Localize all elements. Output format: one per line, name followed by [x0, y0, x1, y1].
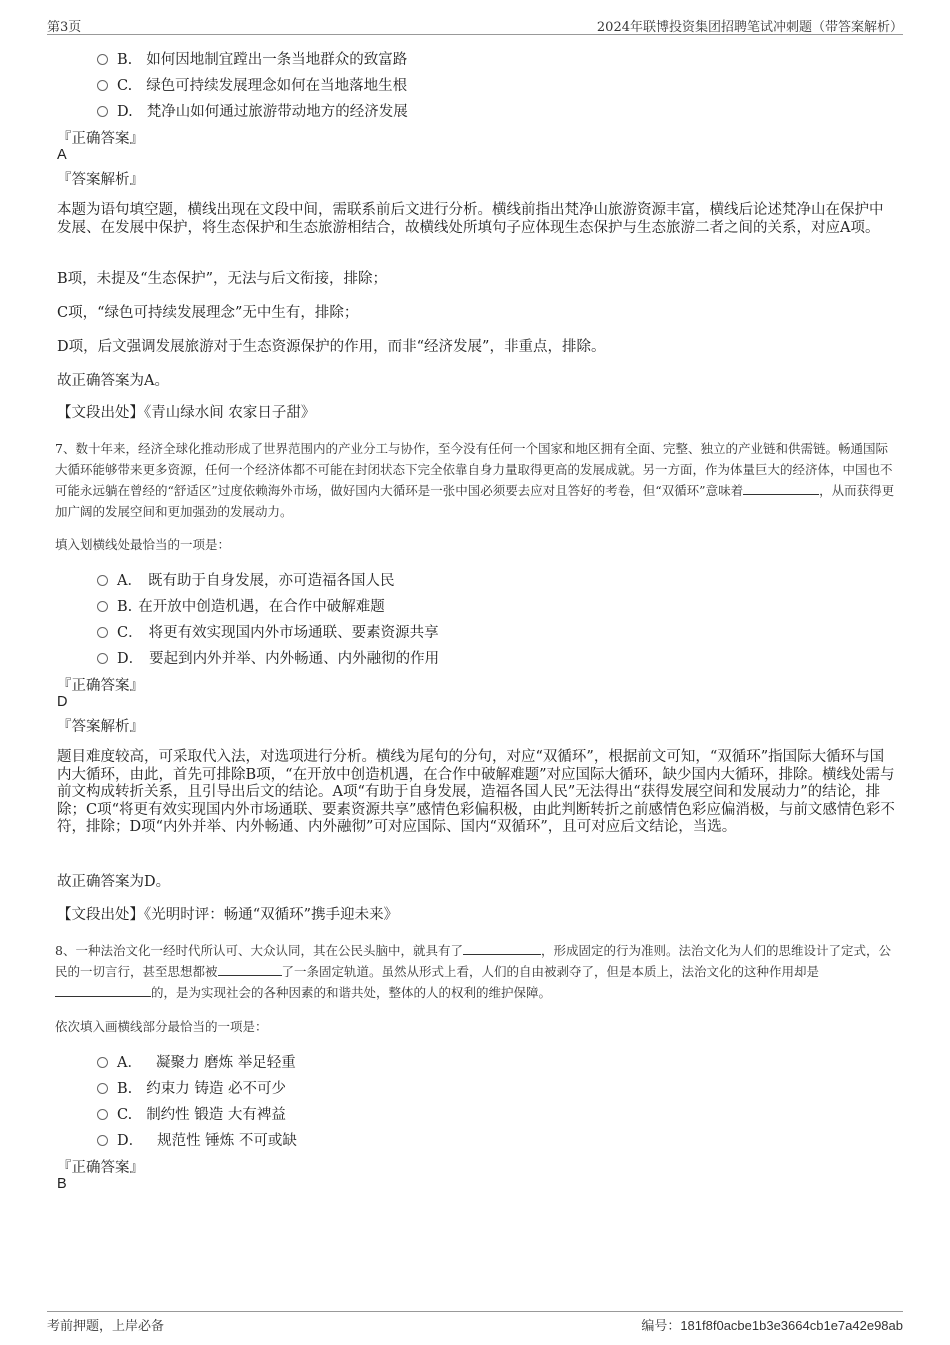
q7-answer-label: 『正确答案』 — [57, 678, 144, 694]
q7-option-d[interactable]: D． 要起到内外并举、内外畅通、内外融彻的作用 — [97, 647, 439, 668]
q6-analysis-p2: B项，未提及“生态保护”，无法与后文衔接，排除； — [57, 271, 387, 287]
footer-code: 编号：181f8f0acbe1b3e3664cb1e7a42e98ab — [641, 1318, 903, 1334]
radio-icon[interactable] — [97, 575, 108, 586]
q6-option-b[interactable]: B. 如何因地制宜蹚出一条当地群众的致富路 — [97, 48, 407, 69]
q8-answer-label: 『正确答案』 — [57, 1160, 144, 1176]
fill-blank — [463, 941, 541, 955]
q6-answer: A — [57, 147, 67, 163]
q6-analysis-label: 『答案解析』 — [57, 172, 144, 188]
radio-icon[interactable] — [97, 1109, 108, 1120]
page-header — [47, 14, 903, 35]
q6-option-c[interactable]: C. 绿色可持续发展理念如何在当地落地生根 — [97, 74, 407, 95]
q7-question-text: 7、数十年来，经济全球化推动形成了世界范围内的产业分工与协作，至今没有任何一个国家和地区拥有全面、完整、独立的产业链和供需链。畅通国际大循环能够带来更多资源，任何一个经济体都不可能在封闭状态下完全依靠自身力量取得更高的发展成就。另一方面，作为体量巨大的经济体，中国也不可能永远躺在曾经的“舒适区”过度依赖海外市场，做好国内大循环是一张中国必须要去应对且答好的考卷，但“双循环”意味着 ，从而获得更加广阔的发展空间和更加强劲的发展动力。 — [55, 441, 895, 519]
q6-answer-label: 『正确答案』 — [57, 131, 144, 147]
radio-icon[interactable] — [97, 627, 108, 638]
q6-analysis-p1: 本题为语句填空题，横线出现在文段中间，需联系前后文进行分析。横线前指出梵净山旅游资源丰富，横线后论述梵净山在保护中发展、在发展中保护，将生态保护和生态旅游相结合，故横线处所填句子应体现生态保护与生态旅游二者之间的关系，对应A项。 — [57, 202, 884, 236]
page-number: 第3页 — [47, 20, 82, 35]
q8-option-d[interactable]: D． 规范性 锤炼 不可或缺 — [97, 1129, 297, 1150]
q7-source: 【文段出处】《光明时评：畅通“双循环”携手迎未来》 — [57, 907, 399, 923]
q8-answer: B — [57, 1176, 67, 1192]
q7-option-b[interactable]: B. 在开放中创造机遇，在合作中破解难题 — [97, 595, 385, 616]
fill-blank — [55, 983, 151, 997]
q7-option-a[interactable]: A． 既有助于自身发展，亦可造福各国人民 — [97, 569, 394, 590]
radio-icon[interactable] — [97, 1135, 108, 1146]
radio-icon[interactable] — [97, 106, 108, 117]
q8-option-b[interactable]: B. 约束力 铸造 必不可少 — [97, 1077, 286, 1098]
q7-analysis-p1: 题目难度较高，可采取代入法，对选项进行分析。横线为尾句的分句，对应“双循环”，根据前文可知，“双循环”指国际大循环与国内大循环，由此，首先可排除B项，“在开放中创造机遇，在合作中破解难题”对应国际大循环，缺少国内大循环，排除。横线处需与前文构成转折关系，且引导出后文的结论。A项“有助于自身发展，造福各国人民”无法得出“获得发展空间和发展动力”的结论，排除；C项“将更有效实现国内外市场通联、要素资源共享”感情色彩偏积极，由此判断转折之前感情色彩应偏消极，与前文感情色彩不符，排除；D项“内外并举、内外畅通、内外融彻”可对应国际、国内“双循环”，且可对应后文结论，当选。 — [57, 749, 895, 835]
radio-icon[interactable] — [97, 601, 108, 612]
q8-option-c[interactable]: C. 制约性 锻造 大有裨益 — [97, 1103, 286, 1124]
radio-icon[interactable] — [97, 653, 108, 664]
q7-prompt: 填入划横线处最恰当的一项是： — [55, 537, 231, 552]
q6-analysis-p5: 故正确答案为A。 — [57, 373, 169, 389]
document-title: 2024年联博投资集团招聘笔试冲刺题（带答案解析） — [596, 20, 903, 35]
footer-slogan: 考前押题，上岸必备 — [47, 1319, 165, 1334]
q7-answer: D — [57, 694, 68, 710]
q8-option-a[interactable]: A． 凝聚力 磨炼 举足轻重 — [97, 1051, 296, 1072]
q7-analysis-label: 『答案解析』 — [57, 719, 144, 735]
q6-analysis-p3: C项，“绿色可持续发展理念”无中生有，排除； — [57, 305, 359, 321]
radio-icon[interactable] — [97, 1057, 108, 1068]
page-footer — [47, 1311, 903, 1336]
q8-question-text: 8、一种法治文化一经时代所认可、大众认同，其在公民头脑中，就具有了 ，形成固定的行为准则。法治文化为人们的思维设计了定式，公民的一切言行，甚至思想都被 了一条固定轨道。虽然从形式上看，人们的自由被剥夺了，但是本质上，法治文化的这种作用却是的，是为实现社会的各种因素的和谐共处，整体的人的权利的维护保障。 — [55, 943, 891, 1000]
q6-source: 【文段出处】《青山绿水间 农家日子甜》 — [57, 405, 316, 421]
q7-analysis-p2: 故正确答案为D。 — [57, 874, 171, 890]
q7-option-c[interactable]: C． 将更有效实现国内外市场通联、要素资源共享 — [97, 621, 439, 642]
q8-prompt: 依次填入画横线部分最恰当的一项是： — [55, 1019, 268, 1034]
radio-icon[interactable] — [97, 80, 108, 91]
q6-option-d[interactable]: D. 梵净山如何通过旅游带动地方的经济发展 — [97, 100, 408, 121]
radio-icon[interactable] — [97, 1083, 108, 1094]
fill-blank — [743, 481, 819, 495]
radio-icon[interactable] — [97, 54, 108, 65]
fill-blank — [218, 962, 282, 976]
q6-analysis-p4: D项，后文强调发展旅游对于生态资源保护的作用，而非“经济发展”，非重点，排除。 — [57, 339, 606, 355]
